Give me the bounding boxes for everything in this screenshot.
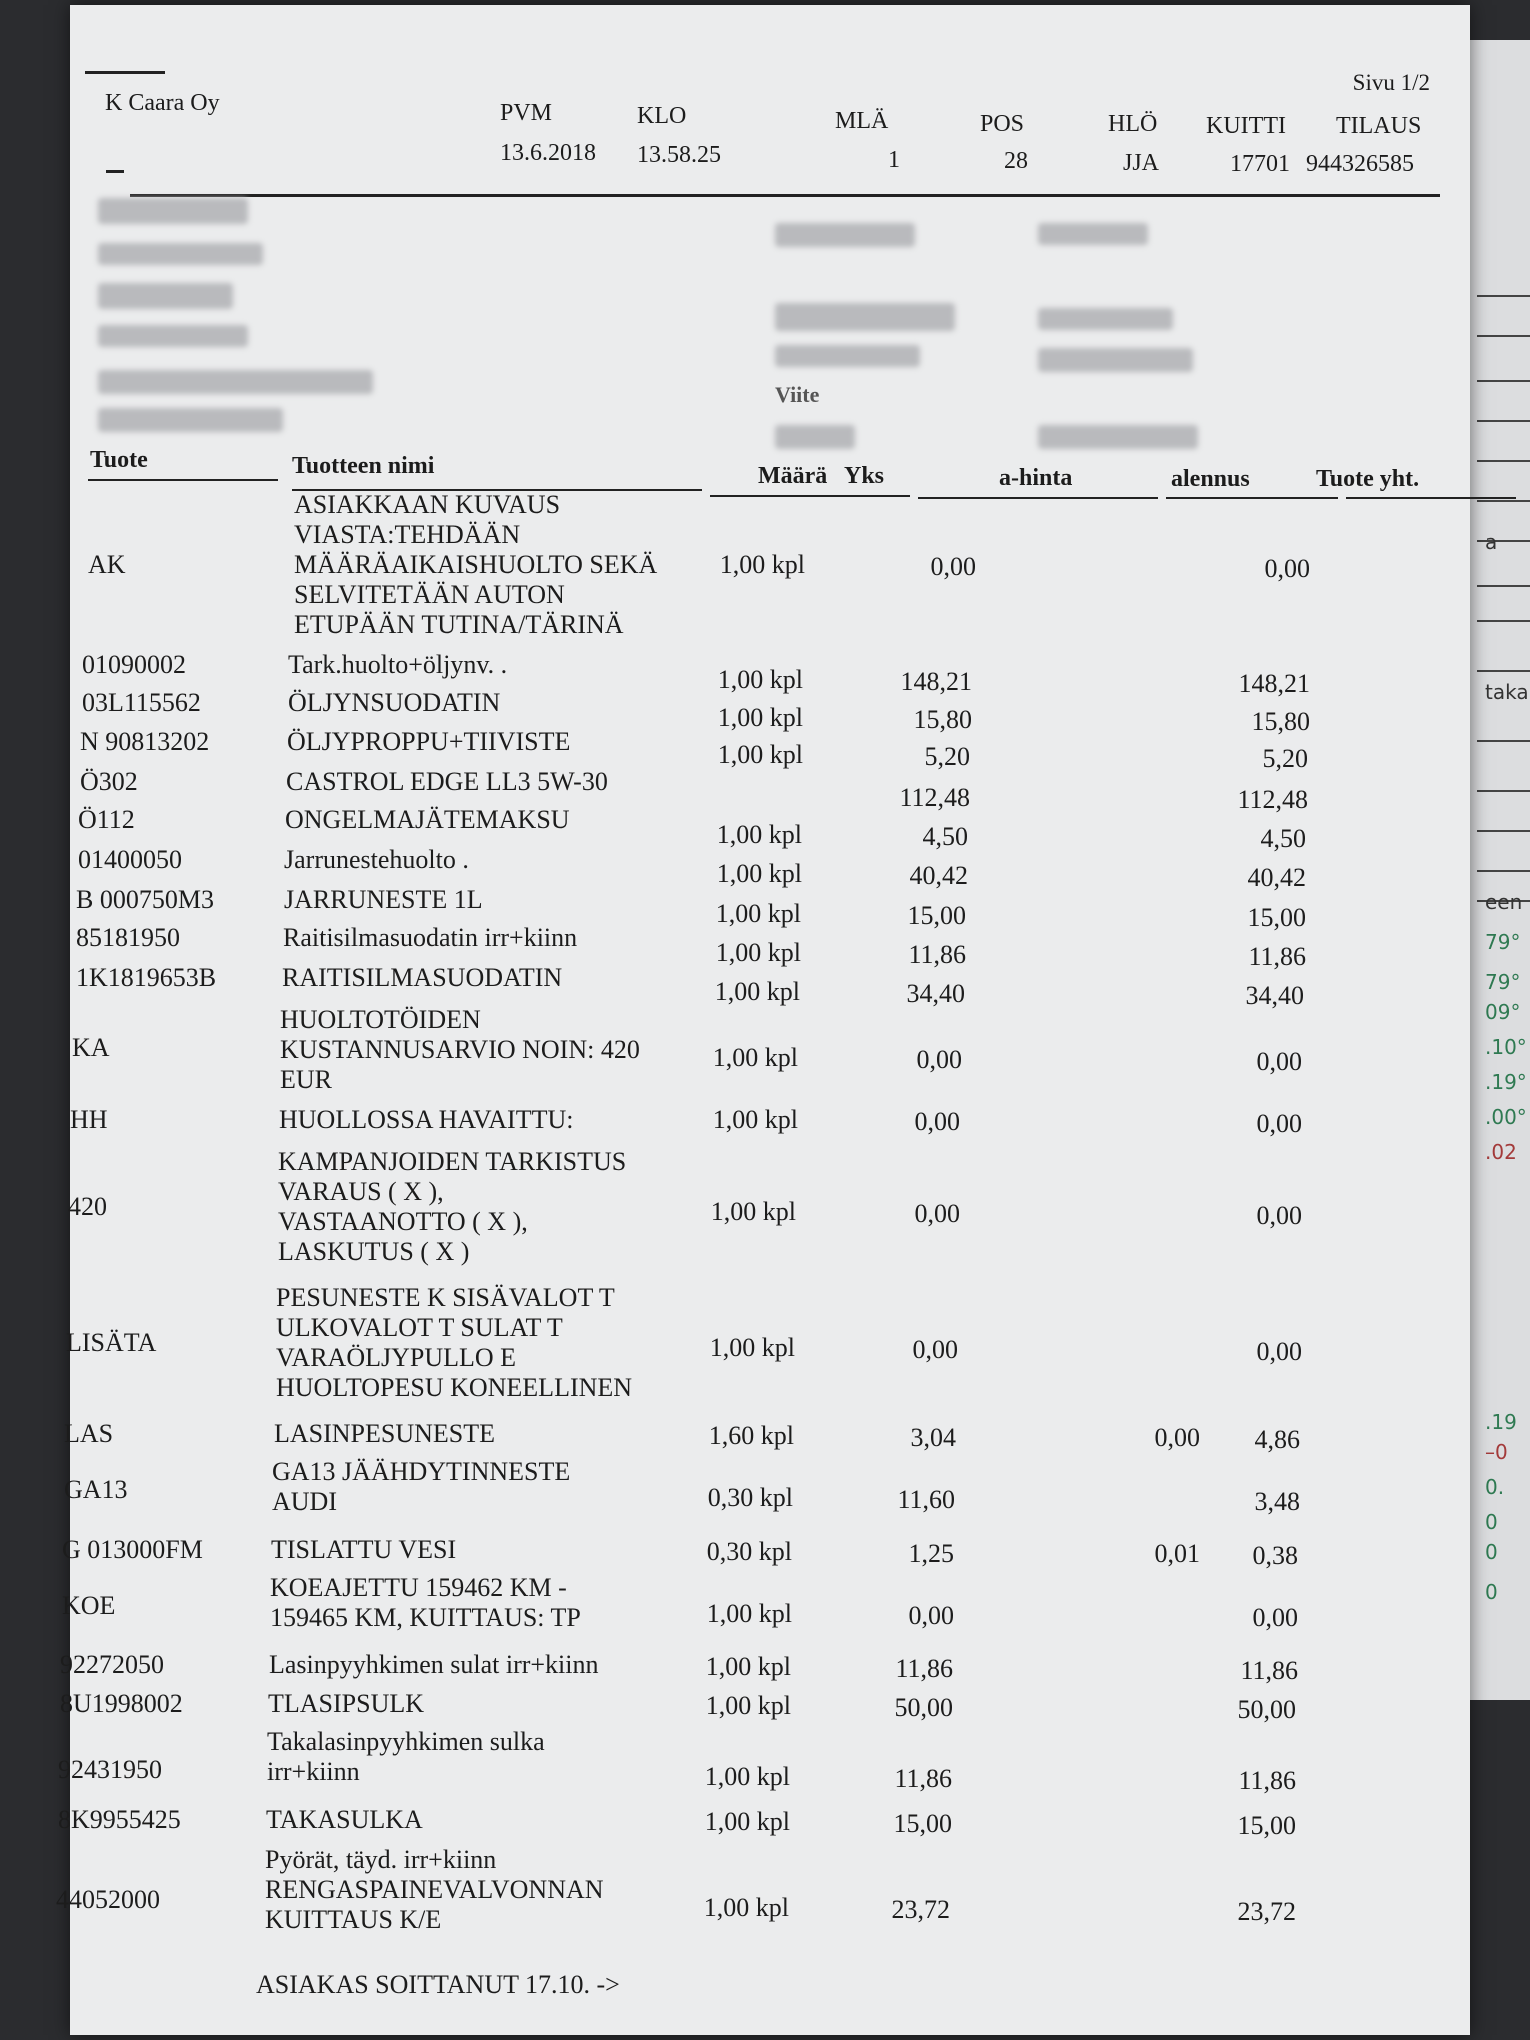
line-code: AK <box>88 550 126 579</box>
line-code: 92431950 <box>58 1755 162 1784</box>
line-total: 15,80 <box>1251 707 1310 736</box>
receipt-paper <box>56 5 1470 2035</box>
line-name: HUOLLOSSA HAVAITTU: <box>279 1105 574 1134</box>
line-qty: 1,00 kpl <box>716 859 802 888</box>
line-total: 40,42 <box>1247 863 1306 892</box>
line-name: Takalasinpyyhkimen sulka irr+kiinn <box>267 1727 545 1786</box>
underlying-rule <box>1477 670 1530 672</box>
line-code: KOE <box>62 1591 116 1620</box>
line-code: 420 <box>68 1192 107 1221</box>
footer-note: ASIAKAS SOITTANUT 17.10. -> <box>256 1970 620 1999</box>
line-qty: 1,00 kpl <box>705 1691 791 1720</box>
line-total: 11,86 <box>1248 942 1306 971</box>
redacted-text <box>1038 308 1173 330</box>
underlying-rule <box>1477 335 1530 337</box>
line-qty: 0,30 kpl <box>707 1483 793 1512</box>
line-price: 15,00 <box>893 1809 952 1838</box>
line-code: B 000750M3 <box>76 885 214 914</box>
underlying-fragment: 09° <box>1485 1000 1521 1024</box>
underlying-fragment: 79° <box>1485 970 1521 994</box>
value-pvm: 13.6.2018 <box>500 140 596 166</box>
underlying-rule <box>1477 420 1530 422</box>
line-total: 148,21 <box>1238 669 1310 698</box>
reference-label: Viite <box>775 382 820 407</box>
col-rule <box>918 497 1158 499</box>
line-code: KA <box>72 1033 110 1062</box>
col-rule <box>1346 497 1516 499</box>
line-name: HUOLTOTÖIDEN KUSTANNUSARVIO NOIN: 420 EUR <box>280 1005 640 1094</box>
line-code: 92272050 <box>60 1650 164 1679</box>
underlying-fragment: een <box>1485 890 1523 914</box>
redacted-text <box>1038 348 1193 372</box>
redacted-text <box>1038 425 1198 449</box>
underlying-fragment: 0 <box>1485 1540 1498 1564</box>
line-code: HH <box>70 1105 108 1134</box>
line-code: LAS <box>64 1419 114 1448</box>
line-discount: 0,00 <box>1154 1423 1200 1452</box>
redacted-text <box>98 325 248 347</box>
col-head-unit: Yks <box>844 463 885 489</box>
line-name: ASIAKKAAN KUVAUS VIASTA:TEHDÄÄN MÄÄRÄAIKAISHUOLTO SEKÄ SELVITETÄÄN AUTON ETUPÄÄN TUTINA/TÄRINÄ <box>294 490 658 639</box>
line-total: 15,00 <box>1247 903 1306 932</box>
line-price: 5,20 <box>924 742 970 771</box>
line-qty: 1,00 kpl <box>715 938 801 967</box>
line-total: 3,48 <box>1254 1487 1300 1516</box>
line-name: Tark.huolto+öljynv. . <box>288 650 508 679</box>
col-head-price: a-hinta <box>999 465 1073 491</box>
underlying-rule <box>1477 380 1530 382</box>
underlying-rule <box>1477 870 1530 872</box>
value-tilaus: 944326585 <box>1306 151 1414 177</box>
underlying-fragment: .02 <box>1485 1140 1517 1164</box>
line-qty: 1,00 kpl <box>703 1893 789 1922</box>
line-price: 50,00 <box>894 1693 953 1722</box>
line-price: 1,25 <box>908 1539 954 1568</box>
underlying-fragment: taka <box>1485 680 1529 704</box>
company-name: K Caara Oy <box>105 90 220 116</box>
line-name: CASTROL EDGE LL3 5W-30 <box>286 767 608 796</box>
redacted-text <box>98 283 233 309</box>
line-price: 15,00 <box>907 901 966 930</box>
line-name: TLASIPSULK <box>268 1689 425 1718</box>
line-name: Pyörät, täyd. irr+kiinn RENGASPAINEVALVONNAN KUITTAUS K/E <box>265 1845 604 1934</box>
label-kuitti: KUITTI <box>1206 113 1286 139</box>
line-price: 148,21 <box>900 667 972 696</box>
redacted-text <box>98 370 373 394</box>
col-rule <box>710 495 910 497</box>
line-qty: 1,00 kpl <box>704 1762 790 1791</box>
line-qty: 1,00 kpl <box>705 1652 791 1681</box>
pen-mark <box>85 71 165 74</box>
underlying-rule <box>1477 790 1530 792</box>
line-price: 0,00 <box>908 1601 954 1630</box>
value-mla: 1 <box>888 147 900 173</box>
line-name: JARRUNESTE 1L <box>284 885 483 914</box>
line-total: 15,00 <box>1237 1811 1296 1840</box>
line-total: 112,48 <box>1237 785 1308 814</box>
line-price: 23,72 <box>891 1895 950 1924</box>
line-qty: 1,00 kpl <box>717 665 803 694</box>
value-pos: 28 <box>1004 148 1028 174</box>
line-price: 0,00 <box>914 1107 960 1136</box>
line-name: LASINPESUNESTE <box>274 1419 496 1448</box>
line-qty: 1,00 kpl <box>717 703 803 732</box>
line-code: N 90813202 <box>80 727 210 756</box>
underlying-fragment: 0 <box>1485 1580 1498 1604</box>
col-rule <box>1166 497 1338 499</box>
line-qty: 1,00 kpl <box>709 1333 795 1362</box>
redacted-text <box>98 243 263 265</box>
value-klo: 13.58.25 <box>637 142 721 168</box>
label-mla: MLÄ <box>835 108 889 134</box>
line-name: ÖLJYPROPPU+TIIVISTE <box>287 727 571 756</box>
redacted-text <box>1038 223 1148 245</box>
line-total: 11,86 <box>1238 1766 1296 1795</box>
page-number: Sivu 1/2 <box>1352 70 1430 95</box>
line-qty: 1,00 kpl <box>712 1043 798 1072</box>
line-price: 15,80 <box>913 705 972 734</box>
line-code: 01400050 <box>78 845 182 874</box>
col-head-total: Tuote yht. <box>1316 466 1420 492</box>
underlying-fragment: .00° <box>1485 1105 1527 1129</box>
line-code: Ö302 <box>80 767 138 796</box>
line-code: 8U1998002 <box>60 1689 183 1718</box>
underlying-fragment: a <box>1485 530 1498 554</box>
line-qty: 1,00 kpl <box>704 1807 790 1836</box>
underlying-rule <box>1477 500 1530 502</box>
line-qty: 1,00 kpl <box>717 740 803 769</box>
line-name: KOEAJETTU 159462 KM - 159465 KM, KUITTAUS: TP <box>270 1573 581 1632</box>
line-price: 11,86 <box>894 1764 952 1793</box>
line-name: ONGELMAJÄTEMAKSU <box>285 805 570 834</box>
col-head-name: Tuotteen nimi <box>292 453 435 479</box>
line-price: 0,00 <box>916 1045 962 1074</box>
line-total: 0,00 <box>1256 1337 1302 1366</box>
line-code: 44052000 <box>56 1885 160 1914</box>
line-code: G 013000FM <box>62 1535 203 1564</box>
line-name: GA13 JÄÄHDYTINNESTE AUDI <box>272 1457 571 1516</box>
line-qty: 1,00 kpl <box>714 977 800 1006</box>
col-head-qty: Määrä <box>758 463 828 489</box>
line-price: 11,60 <box>897 1485 955 1514</box>
underlying-fragment: .19 <box>1485 1410 1517 1434</box>
line-name: KAMPANJOIDEN TARKISTUS VARAUS ( X ), VASTAANOTTO ( X ), LASKUTUS ( X ) <box>278 1147 627 1266</box>
line-name: ÖLJYNSUODATIN <box>288 688 501 717</box>
line-code: 8K9955425 <box>58 1805 181 1834</box>
value-hlo: JJA <box>1123 150 1160 176</box>
label-hlo: HLÖ <box>1108 111 1158 137</box>
redacted-text <box>775 223 915 247</box>
line-qty: 1,00 kpl <box>719 550 805 579</box>
line-total: 11,86 <box>1240 1656 1298 1685</box>
line-discount: 0,01 <box>1154 1539 1200 1568</box>
line-code: GA13 <box>64 1475 128 1504</box>
line-name: Lasinpyyhkimen sulat irr+kiinn <box>269 1650 599 1679</box>
line-code: 1K1819653B <box>76 963 217 992</box>
line-total: 23,72 <box>1237 1897 1296 1926</box>
line-qty: 1,60 kpl <box>708 1421 794 1450</box>
line-price: 0,00 <box>930 552 976 581</box>
line-total: 0,00 <box>1264 554 1310 583</box>
line-name: TAKASULKA <box>266 1805 423 1834</box>
redacted-text <box>98 408 283 432</box>
line-qty: 1,00 kpl <box>710 1197 796 1226</box>
value-kuitti: 17701 <box>1230 151 1290 177</box>
line-code: 03L115562 <box>82 688 201 717</box>
label-pvm: PVM <box>500 100 553 126</box>
line-total: 5,20 <box>1262 744 1308 773</box>
line-code: Ö112 <box>78 805 135 834</box>
label-tilaus: TILAUS <box>1336 113 1422 139</box>
label-klo: KLO <box>637 103 687 129</box>
line-price: 34,40 <box>906 979 965 1008</box>
line-qty: 1,00 kpl <box>716 820 802 849</box>
pen-mark-small <box>106 170 124 173</box>
line-qty: 0,30 kpl <box>706 1537 792 1566</box>
line-price: 0,00 <box>912 1335 958 1364</box>
line-name: TISLATTU VESI <box>271 1535 457 1564</box>
line-total: 0,00 <box>1256 1109 1302 1138</box>
line-total: 34,40 <box>1245 981 1304 1010</box>
underlying-fragment: 79° <box>1485 930 1521 954</box>
line-name: RAITISILMASUODATIN <box>282 963 563 992</box>
line-price: 4,50 <box>922 822 968 851</box>
line-total: 50,00 <box>1237 1695 1296 1724</box>
header-rule <box>130 194 1440 197</box>
underlying-fragment: .19° <box>1485 1070 1527 1094</box>
line-total: 0,38 <box>1252 1541 1298 1570</box>
underlying-rule <box>1477 830 1530 832</box>
line-code: 85181950 <box>76 923 180 952</box>
line-qty: 1,00 kpl <box>712 1105 798 1134</box>
redacted-text <box>98 198 248 224</box>
line-code: 01090002 <box>82 650 186 679</box>
line-qty: 1,00 kpl <box>706 1599 792 1628</box>
line-qty: 1,00 kpl <box>715 899 801 928</box>
line-total: 0,00 <box>1256 1047 1302 1076</box>
col-rule <box>88 479 278 481</box>
line-price: 3,04 <box>910 1423 956 1452</box>
line-total: 4,50 <box>1260 824 1306 853</box>
line-total: 0,00 <box>1252 1603 1298 1632</box>
line-total: 0,00 <box>1256 1201 1302 1230</box>
line-price: 40,42 <box>909 861 968 890</box>
underlying-rule <box>1477 585 1530 587</box>
col-head-code: Tuote <box>90 447 148 473</box>
underlying-rule <box>1477 740 1530 742</box>
line-name: Raitisilmasuodatin irr+kiinn <box>283 923 578 952</box>
line-code: LISÄTA <box>66 1328 157 1357</box>
underlying-fragment: 0 <box>1485 1510 1498 1534</box>
line-name: PESUNESTE K SISÄVALOT T ULKOVALOT T SULAT T VARAÖLJYPULLO E HUOLTOPESU KONEELLINEN <box>276 1283 633 1402</box>
line-name: Jarrunestehuolto . <box>284 845 469 874</box>
col-head-discount: alennus <box>1171 466 1250 492</box>
underlying-fragment: .10° <box>1485 1035 1527 1059</box>
redacted-text <box>775 425 855 449</box>
line-price: 0,00 <box>914 1199 960 1228</box>
line-price: 11,86 <box>908 940 966 969</box>
underlying-fragment: 0. <box>1485 1475 1505 1499</box>
underlying-fragment: –0 <box>1485 1440 1508 1464</box>
redacted-text <box>775 345 920 367</box>
redacted-text <box>775 303 955 331</box>
underlying-rule <box>1477 620 1530 622</box>
line-price: 112,48 <box>899 783 970 812</box>
underlying-rule <box>1477 460 1530 462</box>
label-pos: POS <box>980 111 1025 137</box>
line-price: 11,86 <box>895 1654 953 1683</box>
underlying-rule <box>1477 295 1530 297</box>
line-total: 4,86 <box>1254 1425 1300 1454</box>
